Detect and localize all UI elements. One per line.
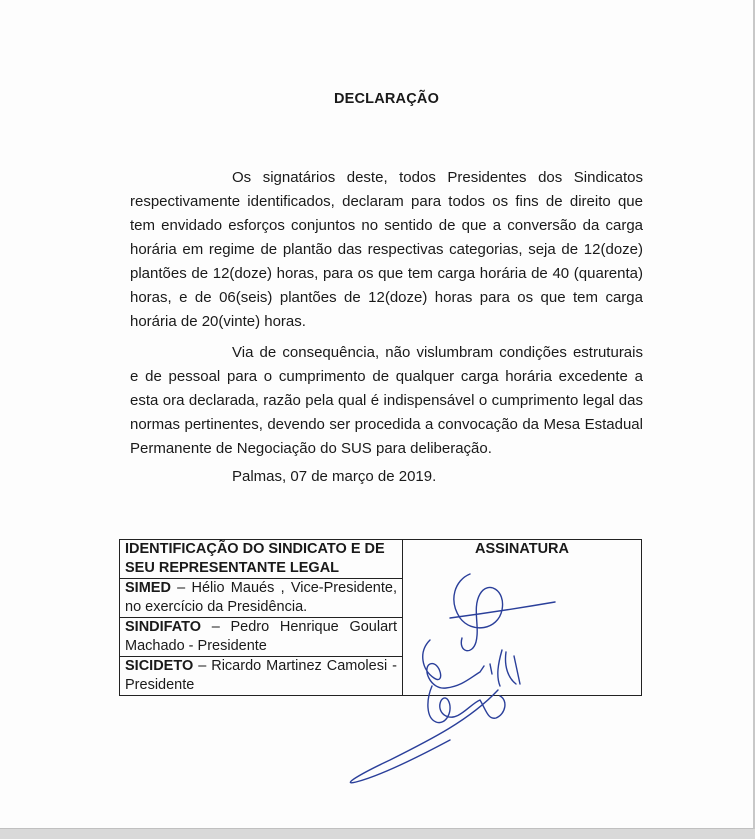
union-name: SICIDETO xyxy=(125,658,194,674)
union-cell-sicideto xyxy=(120,657,403,696)
union-representative: – Ricardo Martinez Camolesi - Presidente xyxy=(125,658,397,693)
document-title: DECLARAÇÃO xyxy=(333,91,440,107)
union-representative: – Hélio Maués , Vice-Presidente, no exercício da Presidência. xyxy=(125,580,397,615)
signature-sicideto xyxy=(350,686,505,783)
signature-cell xyxy=(403,618,642,657)
paragraph-declaration: Os signatários deste, todos Presidentes dos Sindicatos respectivamente identificados, declaram para todos os fins de direito que tem envidado esforços conjuntos no sentido de que a conversão da carga horária em regime de plantão das respectivas categorias, seja de 12(doze) plantões de 12(doze) horas, para os que tem carga horária de 40 (quarenta) horas, e de 06(seis) plantões de 12(doze) horas para os que tem carga horária de 20(vinte) horas. xyxy=(130,169,643,330)
table-row xyxy=(120,579,642,618)
table-row xyxy=(120,618,642,657)
union-name: SIMED xyxy=(125,580,171,596)
union-cell-sindifato xyxy=(120,618,403,657)
paragraph-consequence: Via de consequência, não vislumbram condições estruturais e de pessoal para o cumprimento de qualquer carga horária excedente a esta ora declarada, razão pela qual é indispensável o cumprimento legal das normas pertinentes, devendo ser procedida a convocação da Mesa Estadual Permanente de Negociação do SUS para deliberação. xyxy=(130,344,643,457)
date-line: Palmas, 07 de março de 2019. xyxy=(232,468,437,485)
header-identification: IDENTIFICAÇÃO DO SINDICATO E DE SEU REPRESENTANTE LEGAL xyxy=(120,540,403,579)
signature-cell xyxy=(403,657,642,696)
table-header-row xyxy=(120,540,642,579)
union-cell-simed xyxy=(120,579,403,618)
header-signature: ASSINATURA xyxy=(403,540,642,579)
union-name: SINDIFATO xyxy=(125,619,201,635)
union-representative: – Pedro Henrique Goulart Machado - Presidente xyxy=(125,619,397,654)
table-row xyxy=(120,657,642,696)
signature-cell xyxy=(403,579,642,618)
signature-table xyxy=(119,539,642,696)
